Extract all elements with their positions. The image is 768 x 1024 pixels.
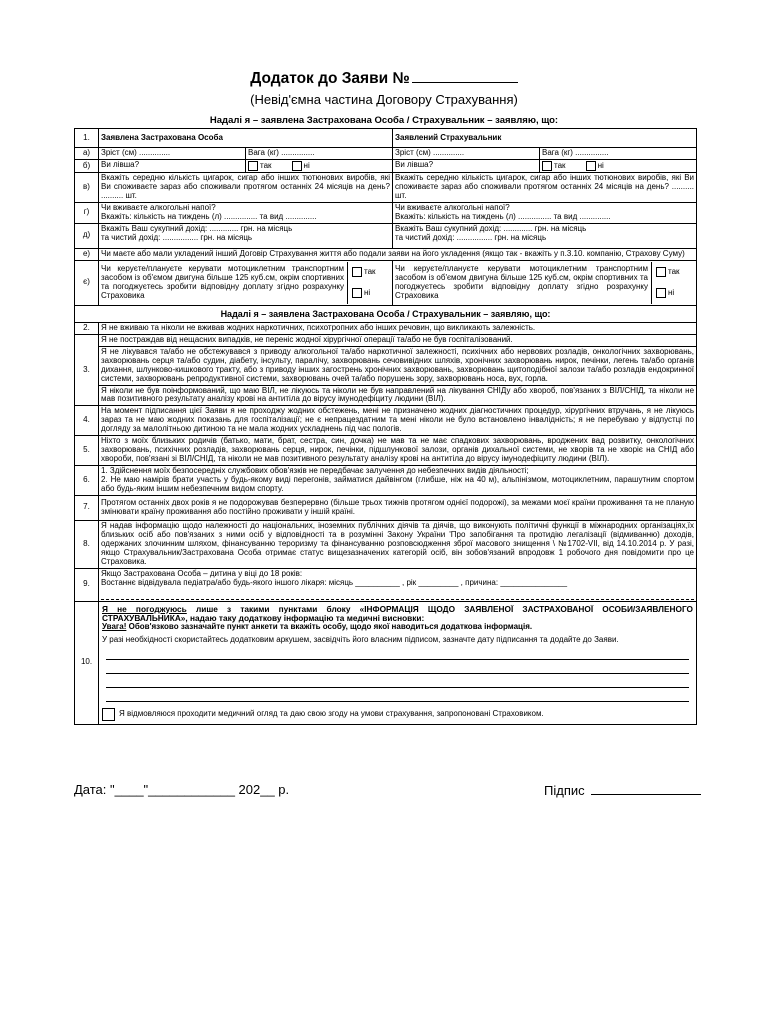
item-text: Я ніколи не був поінформований, що маю ВІЛ, не лікуюсь та ніколи не був направлений на лікування СНІДу або хвороб, пов'язаних з ВІЛ/СНІД, та ніколи не мав позитивного результату аналізу крові на антитіла до вірусу імунодефіциту людини (ВІЛ). bbox=[99, 385, 697, 406]
motorcycle-question: Чи керуєте/плануєте керувати мотоциклетним транспортним засобом із об'ємом двигуна більше 125 куб.см, окрім спортивних та погоджуєтесь зробити відповідну доплату згідно розрахунку Страховика bbox=[101, 263, 345, 300]
extra-sheet-note: У разі необхідності скористайтесь додатковим аркушем, засвідчіть його власним підписом, зазначте дату підписання та додайте до Заяви. bbox=[102, 635, 619, 645]
item-line: 2. Не маю намірів брати участь у будь-якому виді перегонів, займатися дайвінгом (глибше, ніж на 40 м), альпінізмом, мотоциклетним, парашутним спортом або будь-яким іншим небезпечним видом спорту. bbox=[101, 475, 695, 494]
item-5 bbox=[75, 436, 697, 466]
attention-lead: Увага! bbox=[102, 622, 127, 632]
checkbox[interactable] bbox=[352, 288, 362, 298]
holder-income-field[interactable] bbox=[393, 223, 697, 248]
insured-lefthanded-options bbox=[246, 159, 393, 172]
signature-label: Підпис bbox=[544, 783, 585, 798]
item-9 bbox=[75, 568, 697, 601]
row-ye bbox=[75, 260, 697, 305]
signature-field[interactable] bbox=[544, 782, 701, 798]
answer-line[interactable] bbox=[106, 676, 689, 688]
section2-intro: Надалі я – заявлена Застрахована Особа / Страхувальник – заявляю, що: bbox=[75, 305, 697, 322]
insured-motorcycle-field bbox=[99, 260, 393, 305]
row-label: є) bbox=[75, 260, 99, 305]
item-text: Я не постраждав від нещасних випадків, не переніс жодної хірургічної операції та/або не був госпіталізований. bbox=[99, 334, 697, 346]
row-v bbox=[75, 173, 697, 203]
col-policyholder-header: Заявлений Страхувальник bbox=[393, 129, 697, 148]
row-label: б) bbox=[75, 159, 99, 172]
row-label: е) bbox=[75, 248, 99, 260]
holder-lefthanded-question: Ви лівша? bbox=[393, 159, 540, 172]
row-number: 9. bbox=[75, 568, 99, 601]
row-label: г) bbox=[75, 202, 99, 223]
insured-smoking-field[interactable]: Вкажіть середню кількість цигарок, сигар або інших тютюнових виробів, які Ви споживаєте зараз або споживали протягом останніх 24 місяців на день? .......... шт. bbox=[99, 173, 393, 203]
item-4 bbox=[75, 406, 697, 436]
insured-alcohol-field[interactable] bbox=[99, 202, 393, 223]
item-line: Востаннє відвідувала педіатра/або будь-якого іншого лікаря: місяць __________ , рік _________ , причина: _______________ bbox=[101, 577, 568, 587]
item-text: Я надав інформацію щодо належності до національних, іноземних публічних діячів та діячів, що виконують політичні функції в міжнародних організаціях,їх близьких осіб або пов'язаних з ними осіб у відповідності та в розумінні Закону України 'Про запобігання та протидію легалізації (відмиванню) доходів, одержаних злочинним шляхом, фінансуванню тероризму та фінансуванню розповсюдження зброї масового знищення \ №1702-VII, від 14.10.2014 р. У разі, якщо Страхувальник/Застрахована Особа отримає статус вищезазначених категорій осіб, він зобов'язаний впродовж 1 робочого дня повідомити про це Страховика. bbox=[99, 520, 697, 568]
insured-lefthanded-question: Ви лівша? bbox=[99, 159, 246, 172]
row-label: д) bbox=[75, 223, 99, 248]
item-7 bbox=[75, 496, 697, 521]
row-a bbox=[75, 148, 697, 160]
alcohol-question: Чи вживаєте алкогольні напої? bbox=[395, 202, 510, 212]
item-6 bbox=[75, 466, 697, 496]
item-8 bbox=[75, 520, 697, 568]
disagree-rest: лише з такими пунктами блоку «ІНФОРМАЦІЯ ЩОДО ЗАЯВЛЕНОЇ ЗАСТРАХОВАНОЇ ОСОБИ/ЗАЯВЛЕНОГО СТРАХУВАЛЬНИКА», надаю таку додаткову інформацію та медичні висновки: bbox=[102, 603, 694, 623]
checkbox[interactable] bbox=[292, 161, 302, 171]
row-number: 6. bbox=[75, 466, 99, 496]
item-text: Я не лікувався та/або не обстежувався з приводу алкогольної та/або наркотичної залежності, психічних або нервових розладів, онкологічних захворювань, захворювань серця та/або судин, діабету, інсульту, паралічу, захворювань сечовивідних шляхів, хронічних захворювань нирок, печінки, легень та/або органів дихання, шлунково-кишкового тракту, або з приводу інших загострень хронічних захворювань, захворювань щитоподібної залози та/або розладів ендокринної системи, захворювань репродуктивної системи, захворювань очей та/або порушень зору, захворювань носа, вух, горла. bbox=[99, 346, 697, 385]
checkbox[interactable] bbox=[656, 267, 666, 277]
row-e bbox=[75, 248, 697, 260]
insured-income-field[interactable] bbox=[99, 223, 393, 248]
disagree-statement bbox=[102, 605, 693, 624]
page-subtitle: (Невід'ємна частина Договору Страхування) bbox=[250, 92, 518, 107]
income-total: Вкажіть Ваш сукупний дохід: ............. грн. на місяць bbox=[101, 223, 293, 233]
row-number: 7. bbox=[75, 496, 99, 521]
item-line: Якщо Застрахована Особа – дитина у віці до 18 років: bbox=[101, 568, 303, 578]
refusal-row bbox=[102, 708, 693, 721]
checkbox[interactable] bbox=[248, 161, 258, 171]
holder-lefthanded-options bbox=[540, 159, 697, 172]
attention-note bbox=[102, 623, 693, 632]
option-yes: так bbox=[260, 161, 272, 171]
row-g bbox=[75, 202, 697, 223]
motorcycle-question: Чи керуєте/плануєте керувати мотоциклетним транспортним засобом із об'ємом двигуна більше 125 куб.см, окрім спортивних та погоджуєтесь зробити відповідну доплату згідно розрахунку Страховика bbox=[395, 263, 649, 300]
disagree-lead: Я не погоджуюсь bbox=[102, 603, 187, 614]
holder-weight-field[interactable]: Вага (кг) ............... bbox=[540, 148, 697, 160]
row-d bbox=[75, 223, 697, 248]
item-text: Ніхто з моїх близьких родичів (батько, мати, брат, сестра, син, дочка) не мав та не має спадкових захворювань, вроджених вад розвитку, онкологічних захворювань, психічних розладів, захворювань серця, нирок, печінки, підшлункової залози, органів дихальної системи, не хворів та не хворіє на СНІД або хвороби, пов'язані зі ВІЛ/СНІД, та ніколи не мав позитивного результату аналізу крові на антитіла до вірусу імунодефіциту людини (ВІЛ). bbox=[99, 436, 697, 466]
item-3a bbox=[75, 334, 697, 346]
option-yes: так bbox=[554, 161, 566, 171]
other-insurance-field[interactable]: Чи маєте або мали укладений інший Договір Страхування життя або подали заяви на його укладення (якщо так - вкажіть у п.3.10. компанію, Страхову Суму) bbox=[99, 248, 697, 260]
alcohol-question: Чи вживаєте алкогольні напої? bbox=[101, 202, 216, 212]
alcohol-amount: Вкажіть: кількість на тиждень (л) ............... та вид .............. bbox=[101, 211, 317, 221]
income-total: Вкажіть Ваш сукупний дохід: ............. грн. на місяць bbox=[395, 223, 587, 233]
item-text: На момент підписання цієї Заяви я не проходжу жодних обстежень, мені не призначено жодних діагностичних процедур, хірургічних втручань, я не лікуюсь зараз та не маю жодних показань для госпіталізації; не є непрацездатним та мені ніколи не було встановлено інвалідність; я не перебуваю у відпустці по догляду за малолітньою дитиною та не мала жодних ускладнень під час пологів. bbox=[99, 406, 697, 436]
signature-line[interactable] bbox=[591, 782, 701, 795]
attention-rest: Обов'язково зазначайте пункт анкети та вкажіть особу, щодо якої наводиться додаткова інформація. bbox=[126, 622, 533, 632]
refusal-text: Я відмовляюся проходити медичний огляд та даю свою згоду на умови страхування, запропоновані Страховиком. bbox=[119, 709, 544, 719]
insured-weight-field[interactable]: Вага (кг) ............... bbox=[246, 148, 393, 160]
section2-intro-row bbox=[75, 305, 697, 322]
checkbox[interactable] bbox=[656, 288, 666, 298]
row-b bbox=[75, 159, 697, 172]
row-label: а) bbox=[75, 148, 99, 160]
row-number: 5. bbox=[75, 436, 99, 466]
section1-header-row bbox=[75, 129, 697, 148]
row-number: 4. bbox=[75, 406, 99, 436]
option-no: ні bbox=[597, 161, 604, 171]
holder-motorcycle-field bbox=[393, 260, 697, 305]
answer-line[interactable] bbox=[106, 648, 689, 660]
insured-height-field[interactable]: Зріст (см) .............. bbox=[99, 148, 246, 160]
item-2 bbox=[75, 322, 697, 334]
item-line: 1. Здійснення моїх безпосередніх службових обов'язків не передбачає залучення до небезпечних видів діяльності; bbox=[101, 466, 529, 476]
checkbox[interactable] bbox=[586, 161, 596, 171]
page-title: Додаток до Заяви № bbox=[0, 68, 768, 88]
checkbox[interactable] bbox=[352, 267, 362, 277]
holder-smoking-field[interactable]: Вкажіть середню кількість цигарок, сигар або інших тютюнових виробів, які Ви споживаєте зараз або споживали протягом останніх 24 місяців на день? .......... шт. bbox=[393, 173, 697, 203]
row-number: 1. bbox=[75, 129, 99, 148]
item-10 bbox=[75, 601, 697, 724]
option-no: ні bbox=[668, 288, 675, 298]
application-number-field[interactable] bbox=[412, 68, 518, 83]
row-label: в) bbox=[75, 173, 99, 203]
option-yes: так bbox=[668, 267, 680, 277]
child-doctor-field[interactable] bbox=[99, 568, 697, 601]
refusal-checkbox[interactable] bbox=[102, 708, 115, 721]
answer-line[interactable] bbox=[106, 662, 689, 674]
col-insured-header: Заявлена Застрахована Особа bbox=[99, 129, 393, 148]
income-net: та чистий дохід: ................ грн. на місяць bbox=[101, 232, 253, 242]
row-number: 8. bbox=[75, 520, 99, 568]
option-no: ні bbox=[364, 288, 371, 298]
answer-line[interactable] bbox=[101, 588, 694, 600]
item-3b bbox=[75, 346, 697, 385]
holder-height-field[interactable]: Зріст (см) .............. bbox=[393, 148, 540, 160]
holder-alcohol-field[interactable] bbox=[393, 202, 697, 223]
alcohol-amount: Вкажіть: кількість на тиждень (л) ............... та вид .............. bbox=[395, 211, 611, 221]
row-number: 2. bbox=[75, 322, 99, 334]
option-yes: так bbox=[364, 267, 376, 277]
row-number: 10. bbox=[75, 601, 99, 724]
item-3c bbox=[75, 385, 697, 406]
item-text bbox=[99, 466, 697, 496]
intro-statement: Надалі я – заявлена Застрахована Особа / Страхувальник – заявляю, що: bbox=[209, 115, 559, 126]
answer-line[interactable] bbox=[106, 690, 689, 702]
income-net: та чистий дохід: ................ грн. на місяць bbox=[395, 232, 547, 242]
checkbox[interactable] bbox=[542, 161, 552, 171]
option-no: ні bbox=[303, 161, 310, 171]
item-text: Протягом останніх двох років я не подорожував безперервно (більше трьох тижнів протягом однієї подорожі), за межами моєї країни проживання та не планую змінювати країну проживання або постійно проживати у іншій країні. bbox=[99, 496, 697, 521]
date-field[interactable]: Дата: "____"____________ 202__ р. bbox=[74, 782, 290, 797]
row-number: 3. bbox=[75, 334, 99, 406]
declaration-table bbox=[74, 128, 697, 725]
item-text: Я не вживаю та ніколи не вживав жодних наркотичних, психотропних або інших речовин, що викликають залежність. bbox=[99, 322, 697, 334]
additional-info-field bbox=[99, 601, 697, 724]
